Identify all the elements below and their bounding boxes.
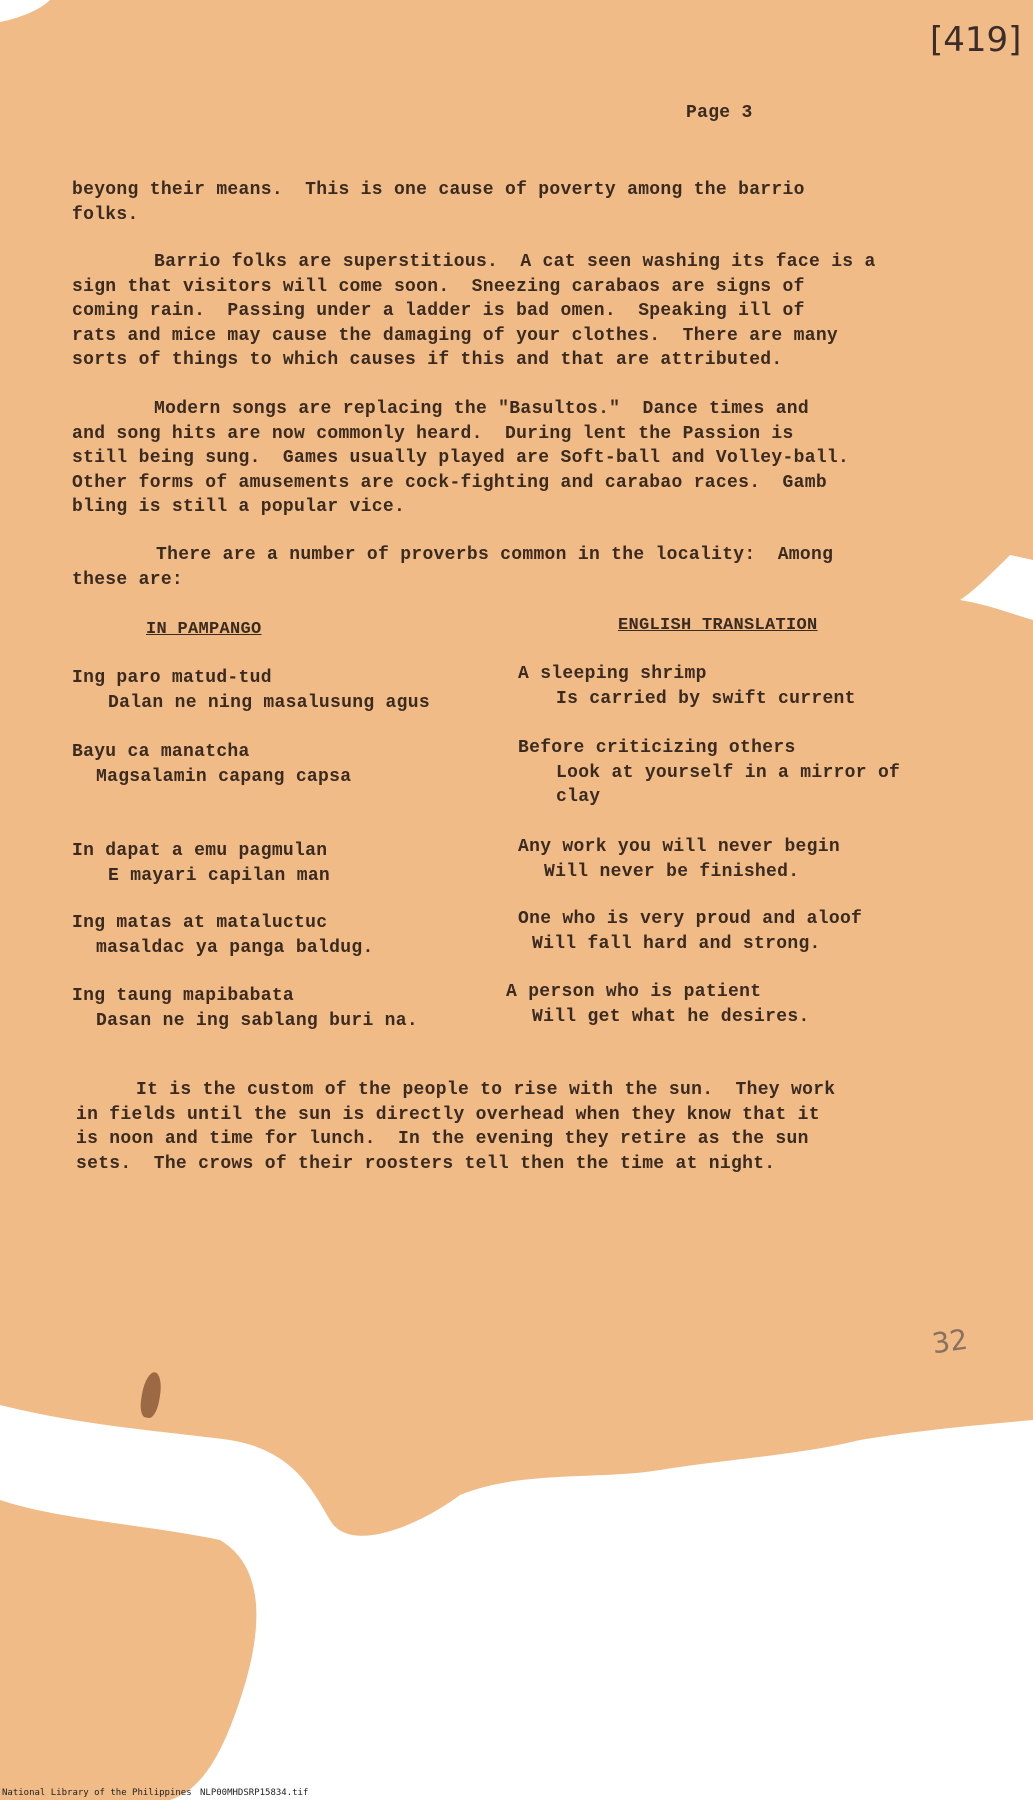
archive-mark: [419] [930,20,1022,60]
text-line: coming rain. Passing under a ladder is bad omen. Speaking ill of [72,301,805,321]
text-line: Ing taung mapibabata [72,986,295,1006]
text-line: Will get what he desires. [532,1006,810,1027]
text-line: A person who is patient [506,982,762,1002]
text-line: Dasan ne ing sablang buri na. [96,1010,418,1031]
text-line: E mayari capilan man [108,865,331,886]
text-line: sorts of things to which causes if this and that are attributed. [72,350,783,370]
proverb-pampango [72,839,330,888]
paragraph-continuation [72,178,805,227]
page-label: Page 3 [686,103,753,123]
paragraph-proverbs-intro [72,543,833,592]
text-line: Will never be finished. [544,861,800,882]
text-line: Other forms of amusements are cock-fighting and carabao races. Gamb [72,472,827,493]
text-line: Dalan ne ning masalusung agus [108,692,430,713]
text-line: folks. [72,204,139,225]
text-line: Look at yourself in a mirror of [556,762,901,783]
text-line: Ing matas at mataluctuc [72,913,328,933]
text-line: and song hits are now commonly heard. During lent the Passion is [72,423,794,444]
text-line: beyong their means. This is one cause of poverty among the barrio [72,180,805,200]
text-line: One who is very proud and aloof [518,909,863,929]
column-heading-pampango: IN PAMPANGO [146,620,262,639]
text-line: Any work you will never begin [518,837,840,857]
text-line: bling is still a popular vice. [72,497,406,517]
margin-number: 32 [929,1322,970,1361]
proverb-pampango [72,984,418,1033]
text-line: sign that visitors will come soon. Sneezing carabaos are signs of [72,276,805,297]
paragraph-songs [72,397,849,520]
column-heading-english: ENGLISH TRANSLATION [618,616,818,635]
proverb-pampango [72,740,351,789]
text-line: There are a number of proverbs common in the locality: Among [156,545,834,565]
proverb-english [518,907,862,956]
footer-library: National Library of the Philippines [2,1788,192,1798]
text-line: Bayu ca manatcha [72,742,250,762]
text-line: in fields until the sun is directly overhead when they know that it [76,1104,820,1125]
text-line: Barrio folks are superstitious. A cat seen washing its face is a [154,252,876,272]
text-line: It is the custom of the people to rise with the sun. They work [136,1080,836,1100]
text-line: Is carried by swift current [556,688,856,709]
text-line: Ing paro matud-tud [72,668,272,688]
text-line: masaldac ya panga baldug. [96,937,374,958]
paragraph-superstitions [72,250,876,373]
text-line: In dapat a emu pagmulan [72,841,328,861]
text-line: these are: [72,569,184,590]
text-line: Will fall hard and strong. [532,933,821,954]
text-line: still being sung. Games usually played are Soft-ball and Volley-ball. [72,448,850,468]
proverb-english [518,662,856,711]
text-line: is noon and time for lunch. In the evening they retire as the sun [76,1129,809,1149]
footer-filename: NLP00MHDSRP15834.tif [200,1788,309,1798]
text-line: Modern songs are replacing the "Basultos." Dance times and [154,399,810,419]
paragraph-custom [76,1078,835,1176]
text-line: clay [556,787,601,807]
text-line: sets. The crows of their roosters tell then the time at night. [76,1153,776,1174]
proverb-pampango [72,666,430,715]
text-line: A sleeping shrimp [518,664,707,684]
proverb-english [506,980,810,1029]
proverb-english [518,736,900,810]
text-line: Before criticizing others [518,738,796,758]
proverb-english [518,835,840,884]
text-line: Magsalamin capang capsa [96,766,352,787]
proverb-pampango [72,911,374,960]
text-line: rats and mice may cause the damaging of your clothes. There are many [72,325,839,346]
